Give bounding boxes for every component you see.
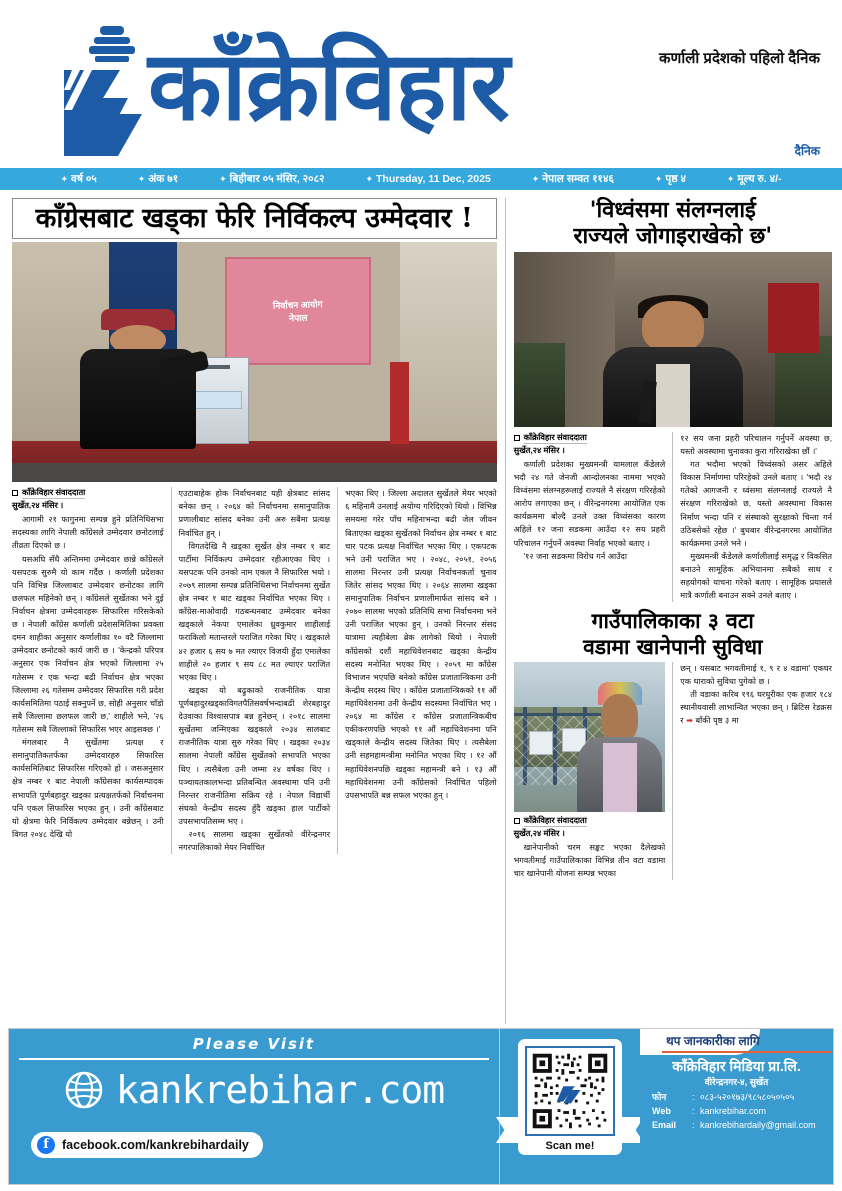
info-item-issue: ✦ अंक ७१ — [137, 173, 179, 185]
lead-headline: काँग्रेसबाट खड्का फेरि निर्विकल्प उम्मेदवार ! — [35, 203, 473, 234]
facebook-icon: f — [37, 1136, 55, 1154]
ad-info-heading: थप जानकारीका लागि — [666, 1034, 760, 1048]
ad-qr-panel — [500, 1028, 640, 1185]
diamond-icon: ✦ — [60, 173, 69, 184]
contact-key: फोन — [652, 1092, 667, 1102]
contact-key: Web — [652, 1105, 671, 1116]
dateline: सुर्खेत,२४ मंसिर । — [513, 828, 565, 838]
ad-facebook-text: facebook.com/kankrebihardaily — [62, 1138, 249, 1152]
dateline: सुर्खेत,२४ मंसिर । — [12, 501, 64, 511]
headline-line: वडामा खानेपानी सुविधा — [583, 633, 763, 659]
ra2-column-1 — [514, 662, 666, 880]
right-article-1-headline — [514, 198, 832, 250]
qr-code-icon[interactable] — [525, 1046, 615, 1136]
paragraph: छन् । यसबाट भगवतीमाई १, ९ र ४ वडामा' एकघर एक धाराको सुविधा पुगेको छ । — [680, 663, 832, 686]
jump-arrow-icon: ➡ — [686, 716, 693, 726]
paragraph: मंगलबार नै सुर्खेतमा प्रत्यक्ष र समानुपातिकतर्फका उम्मेदवारहरु सिफारिस कार्यसमितिबाट सिफारिस गरिएको हो । जसअनुसार क्षेत्र नम्बर १ बाट नेपाली काँग्रेसका कार्यसम्पादक सभापति पूर्णबहादुर खड्का प्रत्यक्षतर्फको निर्वाचनमा पनि एकल सिफारिस भएका हुन् । उनी काँग्रेसबाट यो क्षेत्रमा फेरि निर्विकल्प उम्मेदवार बन्नेछन् । उनी विगत २०४८ देखि यो — [12, 738, 164, 839]
lead-article — [12, 198, 497, 1024]
ad-contact-panel — [640, 1028, 834, 1185]
diamond-icon: ✦ — [726, 173, 735, 184]
dateline: सुर्खेत,२४ मंसिर । — [513, 445, 565, 455]
right-article-1-photo — [514, 252, 832, 427]
right-article-1 — [514, 198, 832, 602]
right-article-2-columns — [514, 662, 832, 880]
contact-colon: : — [692, 1119, 695, 1130]
bullet-square-icon — [12, 490, 18, 496]
globe-icon — [64, 1070, 104, 1110]
ad-company-name: काँक्रेविहार मिडिया प्रा.लि. — [672, 1058, 801, 1074]
paragraph: विगतदेखि नै खड्का सुर्खेत क्षेत्र नम्बर १ बाट पार्टीमा निर्विकल्प उम्मेदवार रहीआएका थिए । यसपटक पनि उनको नाम एकल नै सिफारिस भयो । २०७९ सालमा सम्पन्न प्रतिनिधिसभा निर्वाचनमा सुर्खेत क्षेत्र नम्बर १ बाट खड्का निर्वाचित भएका थिए । काँग्रेस-माओवादी गठबन्धनबाट उम्मेदवार बनेका खड्काले नेकपा एमालेका ध्रुवकुमार शाहीलाई फराकिलो मतान्तरले पराजित गरेका थिए । खड्काले ४२ हजार ६ सय ७ मत ल्याएर विजयी हुँदा एमालेका शाहीले २० हजार ९ सय ८८ मत ल्याएर पराजित भएका थिए । — [178, 541, 331, 682]
paragraph: भएका थिए । जिल्ला अदालत सुर्खेतले मेयर भएको ६ महिनामै उनलाई अयोग्य गरिदिएको थियो । विभिन्न समयमा गरेर पाँच महिनाभन्दा बढी जेल जीवन बिताएका खड्का सुर्खेतको निर्वाचन क्षेत्र नम्बर १ बाट चार पटक प्रत्यक्ष निर्वाचित भएका थिए । एकपटक भने उनी पराजित भए । २०४८, २०५१, २०५६ सालमा निरन्तर उनी प्रत्यक्ष निर्वाचनकर्ता चुनाव जितेर सांसद भएका थिए । २०६४ सालमा खड्का समानुपातिक निर्वाचन प्रणालीमार्फत सांसद बने । २०७० सालमा भएको प्रतिनिधि सभा निर्वाचनमा भने उनी पराजित भएका हुन् । उनको निरन्तर संसद यात्रामा त्यहीबेला ब्रेक लागेको थियो । नेपाली काँग्रेसको दशौं महाधिवेशनबाट खड्का केन्द्रीय सदस्य मनोनित भएका थिए । २०५९ मा काँग्रेस विभाजन भएपछि बनेको काँग्रेस प्रजातान्त्रिकमा उनी केन्द्रीय सदस्य थिए । काँग्रेस प्रजातान्त्रिकको ११ औं महाधिवेशनमा उनी केन्द्रीय सदस्यमा निर्वाचित भए । २०६४ मा काँग्रेस र काँग्रेस प्रजातान्त्रिकबीच एकीकरणपछि भएको ११ औं महाधिवेशनमा पनि खड्काले केन्द्रीय सदस्य जितेका थिए । त्यसैबेला उनी सहमहामन्त्रीमा मनोनित भएका थिए । १२ औं महाधिवेशनपछि खड्का महामन्त्री बने । १३ औं महाधिवेशनमा उनी काँग्रेसको निर्वाचित पहिलो उपसभापति बन्न सफल भएका हुन् । — [345, 489, 497, 800]
column-divider — [672, 662, 673, 880]
headline-line: राज्यले जोगाइराखेको छ' — [573, 222, 773, 249]
qr-scan-label: Scan me! — [545, 1140, 595, 1152]
byline-source: काँक्रेविहार संवाददाता — [22, 488, 86, 498]
right-article-2-headline — [514, 608, 832, 658]
right-article-1-columns — [514, 432, 832, 602]
info-item-nepal-sambat: ✦ नेपाल सम्वत ११४६ — [531, 173, 614, 185]
paragraph: गत भदौमा भएको विध्वंसको असर अहिले विकास निर्माणमा परिरहेको उनले बताए । 'भदौ २४ गतेको आगजनी र ध्वंसमा संलग्नलाई राज्यले नै संरक्षण गरिराखेको छ, यस्तो अवस्थामा विकास निर्माण भन्दा पनि र संस्थाको सुरक्षाको चिन्ता गर्न उठिबसेको रहेछ ।' बुधबार वीरेन्द्रनगरमा आयोजित कार्यक्रममा उनले भने । — [680, 460, 832, 548]
contact-key: Email — [652, 1119, 677, 1130]
jump-note: बाँकी पृष्ठ ३ मा — [695, 716, 739, 726]
bullet-square-icon — [514, 818, 520, 824]
byline — [514, 815, 666, 827]
contact-colon: : — [692, 1105, 695, 1116]
lead-article-columns — [12, 487, 497, 854]
diamond-icon: ✦ — [137, 173, 146, 184]
contact-value[interactable]: kankrebihardaily@gmail.com — [700, 1119, 816, 1130]
right-article-2 — [514, 608, 832, 880]
byline-source: काँक्रेविहार संवाददाता — [523, 815, 587, 825]
contact-row-phone — [652, 1091, 816, 1105]
paragraph: खड्का यो बढ्रुकाको राजनीतिक यात्रा पूर्णबहादुरखड्काविगतपैतिसवर्षभन्दाबढी शेरबहादुर देउवाका विश्वासपात्र बन्न हुनेछन् । २०१८ सालमा सुर्खेतमा जन्मिएका खड्काले २०३४ सालबाट राजनीतिक यात्रा सुरु गरेका थिए । खड्का २०३४ सालमा नेपाली काँग्रेस सुर्खेतको सभापति भएका थिए । त्यसैबेला उनी जम्मा २४ वर्षका थिए । पञ्चायतकालभन्दा प्रतिबन्धित अवस्थामा पनि उनी निरन्तर राजनीतिमा सक्रिय रहे । नेपाल विद्यार्थी संघको केन्द्रीय सदस्य हुँदै खड्का हाल पार्टीको उपसभापतिसम्म भए । — [178, 685, 331, 826]
section-divider — [505, 198, 506, 1024]
masthead — [0, 0, 842, 168]
headline-line: गाउँपालिकाका ३ वटा — [591, 608, 754, 634]
contact-row-email — [652, 1119, 816, 1133]
byline-source: काँक्रेविहार संवाददाता — [523, 432, 587, 442]
lead-article-photo: निर्वाचन आयोग नेपाल — [12, 242, 497, 482]
contact-value[interactable]: kankrebihar.com — [700, 1105, 767, 1116]
column-divider — [337, 487, 338, 854]
paragraph: २०१६ सालमा खड्का सुर्खेतको वीरेन्द्रनगर नगरपालिकाको मेयर निर्वाचित — [178, 830, 331, 853]
ad-website-link[interactable] — [9, 1068, 499, 1112]
contact-colon: : — [692, 1092, 695, 1102]
ad-facebook-link[interactable] — [31, 1132, 263, 1158]
ribbon-left-decor — [496, 1117, 518, 1143]
ra2-column-2 — [680, 662, 832, 880]
lead-column-2 — [179, 487, 331, 854]
contact-row-web — [652, 1105, 816, 1119]
ad-please-visit-label: Please Visit — [192, 1035, 316, 1053]
column-divider — [171, 487, 172, 854]
paragraph: यसअघि सँधै अन्तिममा उम्मेदवार छान्ने काँग्रेसले यसपटक सुरुमै यो काम गर्दैछ । कर्णाली प्रदेशका पनि विभिन्न जिल्लाबाट उम्मेदवार छनोटका लागि छलफल महिनेको छन् । काँग्रेसले सुर्खेतका भने दुई निर्वाचन क्षेत्रमा उम्मेदवारहरू सिफारिस गरिसकेको छ । नेपाली काँग्रेस कर्णाली प्रदेशसमितिका प्रवक्ता दमन शाहीका अनुसार कर्णालीका १० वटै जिल्लामा उम्मेदवार छनोटको कार्य जारी छ । 'केन्द्रको परिपत्र अनुसार एक निर्वाचन क्षेत्र भएको जिल्लामा २५ गतेसम्म र एक भन्दा बढी निर्वाचन क्षेत्र भएका जिल्लामा २६ गतेसम्म उम्मेदवार सिफारिस गरी प्रदेश कार्यसमितिमा पठाई सक्नुपर्ने छ, सोही अनुसार चाँडो सबै जिल्लामा छलफल जारी छ,' शाहीले भने, '२६ गतेसम्म सबै जिल्लाको सिफारिस भएर आइसक्छ ।' — [12, 554, 164, 734]
lead-column-3 — [345, 487, 497, 854]
masthead-info-bar — [0, 168, 842, 190]
ad-contact-list — [652, 1091, 816, 1133]
paragraph: १२ सय जना प्रहरी परिचालन गर्नुपर्ने अवस्था छ, यस्तो अवस्थामा चुनावका कुरा गरिराखेका छौं ।' — [680, 433, 832, 457]
contact-value: ०८३-५२०१७३/९८५८०५०५०५ — [700, 1092, 795, 1102]
masthead-subtitle: दैनिक — [794, 144, 820, 158]
diamond-icon: ✦ — [365, 173, 373, 184]
paragraph-text: ती वडाका करिब १९६ घरधुरीका एक हजार १८४ स्थानीयवासी लाभान्वित भएका छन् । ब्रिटिस रेडक्रस र — [680, 689, 832, 726]
right-article-2-photo — [514, 662, 666, 812]
info-item-pages: ✦ पृष्ठ ४ — [654, 173, 686, 185]
info-item-price: ✦ मूल्य रु. ४/- — [726, 173, 782, 185]
info-item-english-date: ✦ Thursday, 11 Dec, 2025 — [365, 173, 491, 185]
ad-website-panel[interactable] — [8, 1028, 500, 1185]
page-content — [0, 192, 842, 1024]
qr-card[interactable] — [518, 1039, 622, 1155]
paragraph: खानेपानीको चरम सङ्कट भएका दैलेखको भगवतीमाई गाउँपालिकाका विभिन्न तीन वटा वडामा चार खानेपानी योजना सम्पन्न भएका — [513, 842, 666, 878]
info-item-nepali-date: ✦ बिहीबार ०५ मंसिर, २०८२ — [219, 173, 325, 185]
ad-company-address: वीरेन्द्रनगर-४, सुर्खेत — [704, 1077, 769, 1087]
paragraph: कर्णाली प्रदेशका मुख्यमन्त्री यामलाल कँडेलले भदौ २४ गते जेनजी आन्दोलनका नाममा भएको विध्वंसमा संलग्नहरूलाई राज्यले नै संरक्षण गरिरहेको आरोप लगाएका छन् । वीरेन्द्रनगरमा आयोजित एक कार्यक्रममा बोल्दै उनले उक्त विध्वंसका कारण अहिले १२ जना सडकमा आउँदा १२ सय प्रहरी परिचालन गर्नुपर्ने अवस्था निर्वाह भएको बताए । — [513, 459, 666, 548]
headline-line: 'विध्वंसमा संलग्नलाई — [589, 197, 756, 223]
byline — [12, 487, 164, 499]
info-item-year: ✦ वर्ष ०५ — [60, 173, 97, 185]
paragraph: मुख्यमन्त्री कँडेलले कर्णालीलाई समृद्ध र विकसित बनाउने सामूहिक अभियानमा सबैको साथ र सहयोगको याचना गरेको बताए । सामूहिक प्रयासले मात्रै कर्णाली बनाउन सक्ने उनले बताए । — [680, 551, 832, 601]
byline — [514, 432, 666, 444]
lead-column-1 — [12, 487, 164, 854]
ra1-column-1 — [514, 432, 666, 602]
bullet-square-icon — [514, 435, 520, 441]
right-column — [514, 198, 832, 1024]
column-divider — [672, 432, 673, 602]
bottom-advertisement — [0, 1024, 842, 1191]
lead-headline-box — [12, 198, 497, 239]
diamond-icon: ✦ — [654, 173, 663, 184]
page-title: काँक्रेविहार — [148, 29, 509, 142]
ra1-column-2 — [680, 432, 832, 602]
paragraph — [680, 688, 832, 727]
diamond-icon: ✦ — [219, 173, 227, 184]
ad-website-text: kankrebihar.com — [115, 1068, 445, 1112]
masthead-tagline: कर्णाली प्रदेशको पहिलो दैनिक — [658, 50, 820, 67]
diamond-icon: ✦ — [531, 173, 540, 184]
paragraph: एउटाबाहेक होक निर्वाचनबाट यही क्षेत्रबाट सांसद बनेका छन् । २०६४ को निर्वाचनमा समानुपातिक प्रणालीबाट सांसद बनेका उनी अरु सबैमा प्रत्यक्ष निर्वाचित हुन् । — [178, 489, 331, 538]
paragraph: '१२ जना सडकमा विरोध गर्न आउँदा — [523, 551, 627, 561]
paragraph: आगामी २१ फागुनमा सम्पन्न हुने प्रतिनिधिसभा सदस्यका लागि नेपाली काँग्रेसले उम्मेदवार छनोटलाई तीव्रता दिएको छ । — [12, 515, 164, 551]
ad-divider — [19, 1058, 489, 1060]
ad-info-rule — [662, 1051, 832, 1053]
